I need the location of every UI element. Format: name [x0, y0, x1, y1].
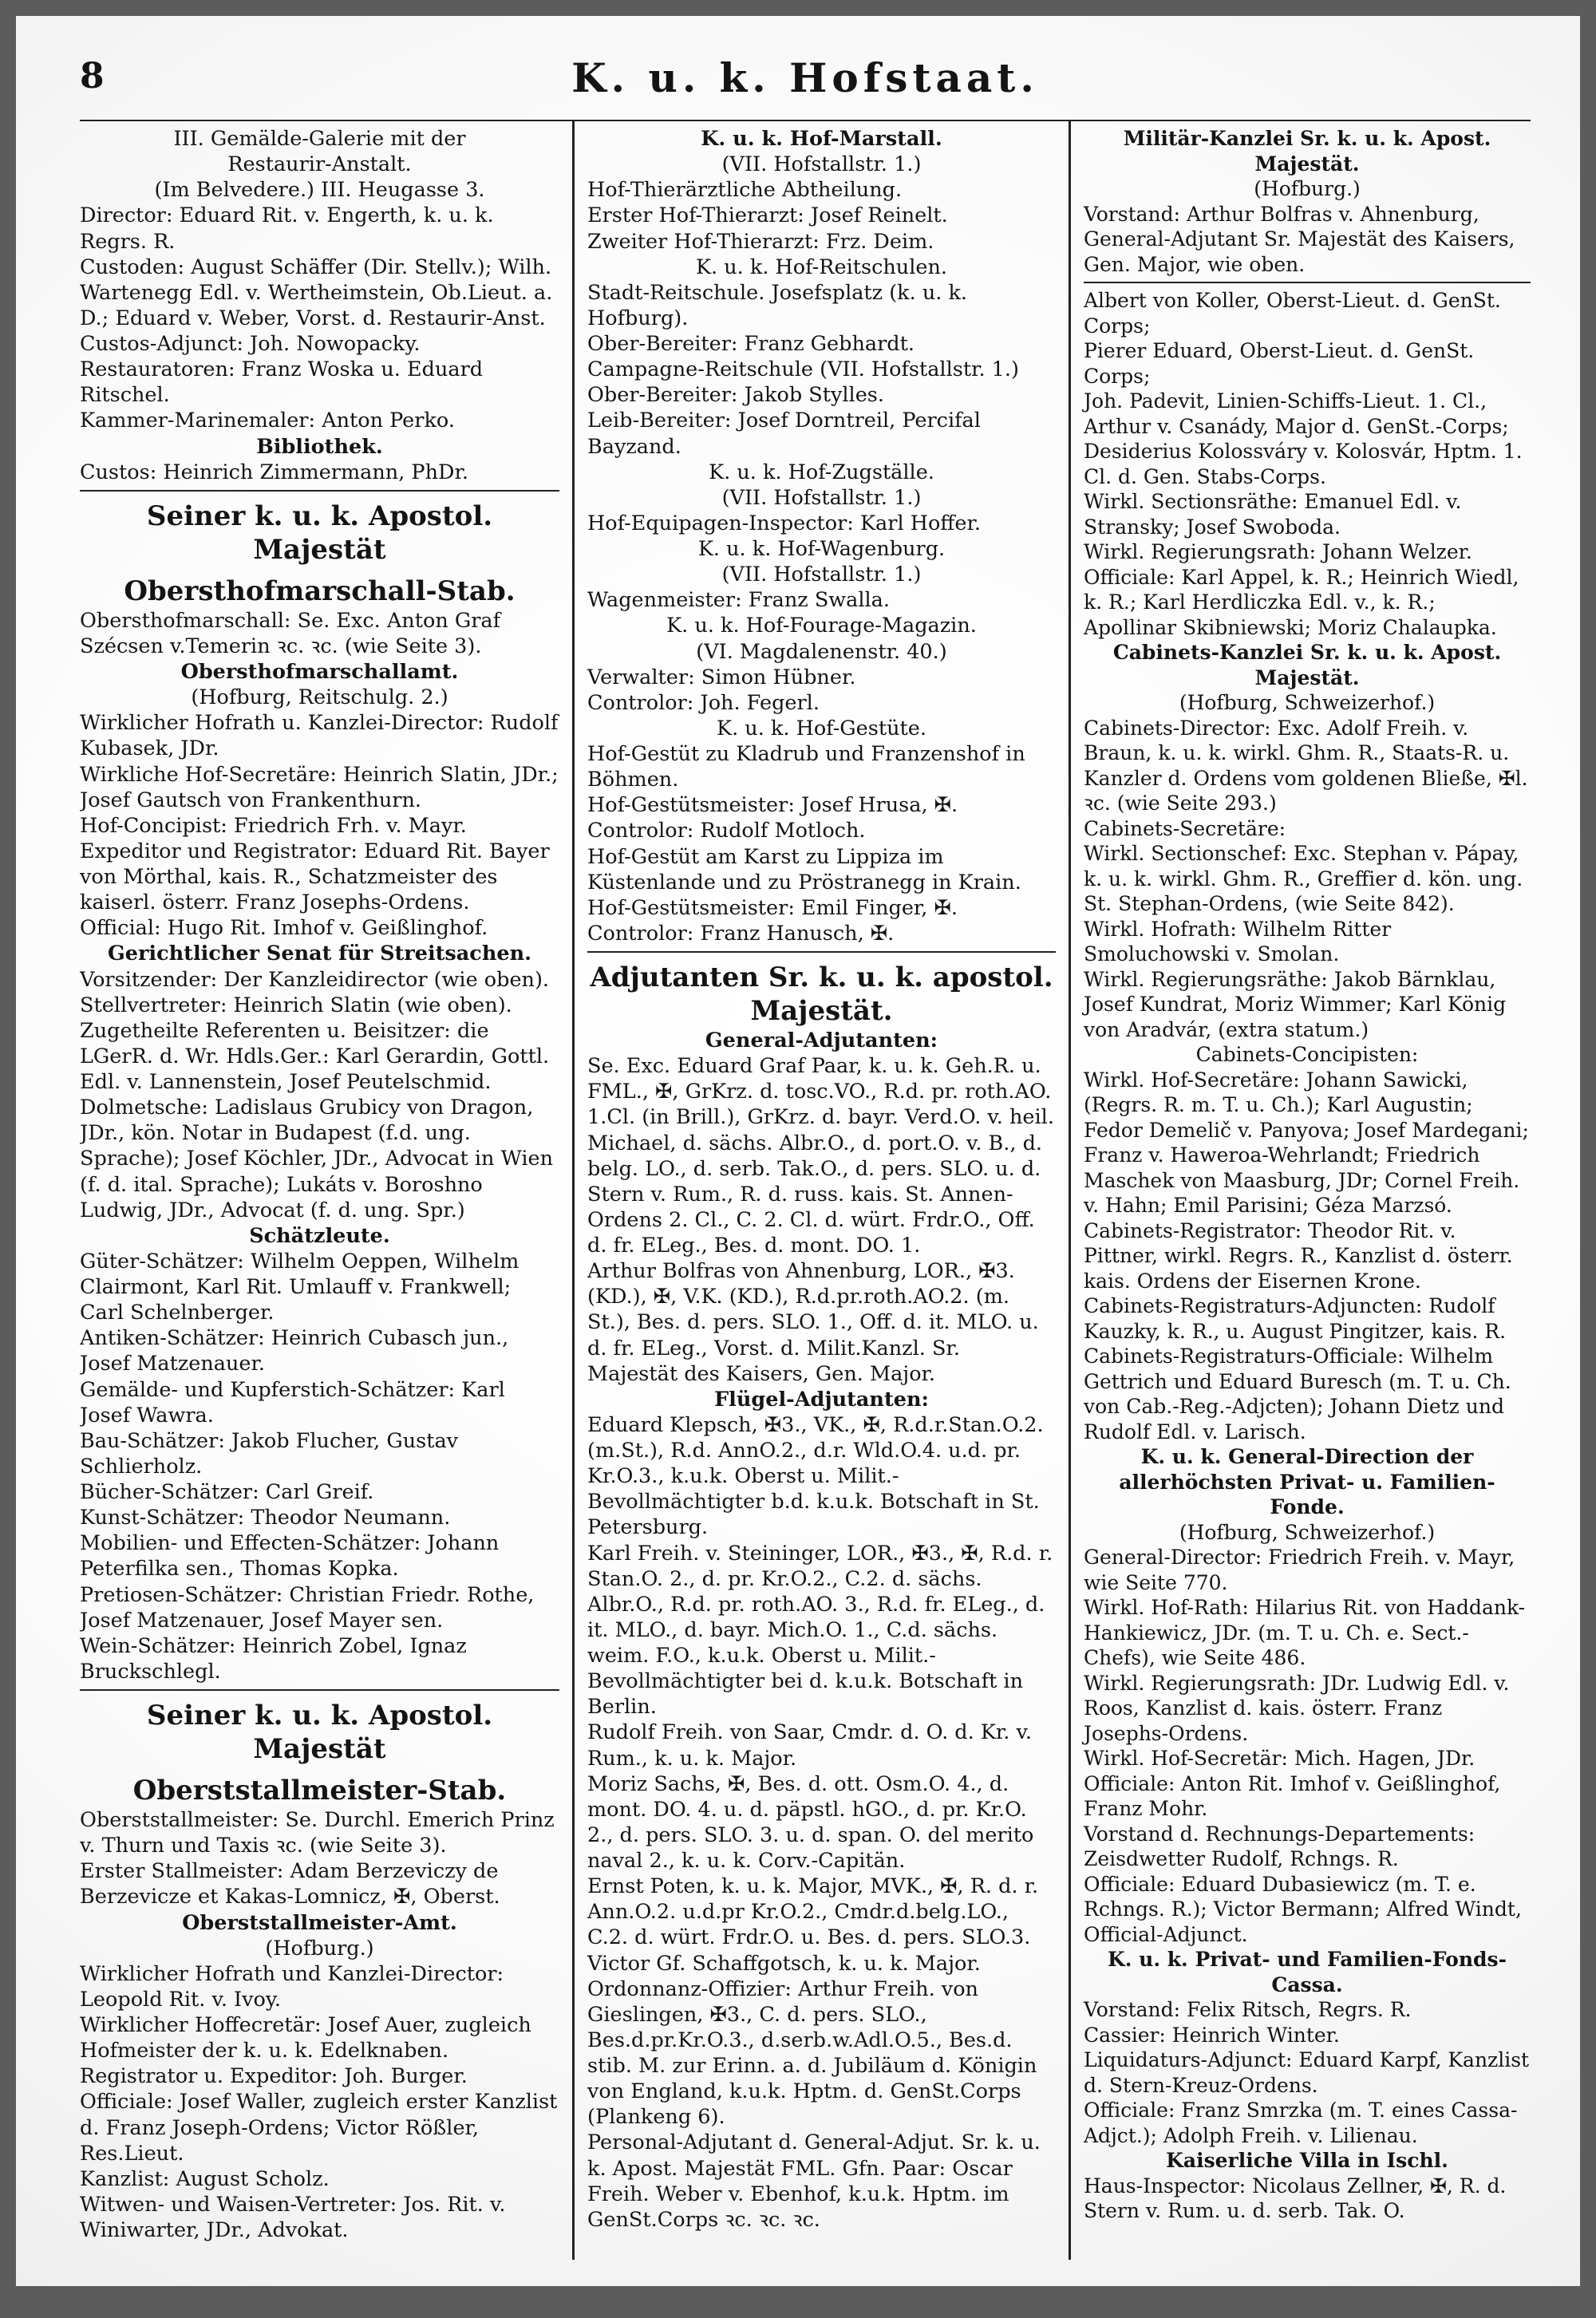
text-line: Eduard Klepsch, ✠3., VK., ✠, R.d.r.Stan.O.2. (m.St.), R.d. AnnO.2., d.r. Wld.O.4. u.d. pr. Kr.O.3., k.u.k. Oberst u. Milit.-Bevollmächtigter b.d. k.u.k. Botschaft in St. Petersburg. — [587, 1412, 1044, 1540]
section-heading: K. u. k. Privat- und Familien-Fonds-Cassa. — [1108, 1948, 1507, 1996]
text-line: Controlor: Rudolf Motloch. — [587, 819, 866, 843]
text-line: Pierer Eduard, Oberst-Lieut. d. GenSt. Corps; — [1084, 339, 1475, 388]
text-line: Erster Hof-Thierarzt: Josef Reinelt. — [587, 203, 948, 228]
centered-line: (Hofburg, Schweizerhof.) — [1179, 691, 1436, 714]
text-line: Controlor: Joh. Fegerl. — [587, 690, 820, 715]
text-line: Pretiosen-Schätzer: Christian Friedr. Rothe, Josef Matzenauer, Josef Mayer sen. — [80, 1582, 535, 1633]
centered-line: (VII. Hofstallstr. 1.) — [721, 485, 922, 510]
text-line: Cabinets-Registraturs-Adjuncten: Rudolf Kauzky, k. R., u. August Pingitzer, kais. R. — [1084, 1294, 1507, 1343]
section-heading: K. u. k. General-Direction der allerhöchsten Privat- u. Familien-Fonde. — [1119, 1445, 1495, 1518]
text-line: Expeditor und Registrator: Eduard Rit. Bayer von Mörthal, kais. R., Schatzmeister des kaiserl. österr. Franz Josephs-Ordens. — [80, 839, 550, 915]
text-line: Arthur v. Csanády, Major d. GenSt.-Corps; — [1084, 414, 1509, 438]
text-line: Leib-Bereiter: Josef Dorntreil, Percifal Bayzand. — [587, 409, 981, 459]
text-line: Campagne-Reitschule (VII. Hofstallstr. 1.) — [587, 357, 1019, 382]
centered-line: K. u. k. Hof-Fourage-Magazin. — [666, 614, 977, 638]
section-heading: Cabinets-Kanzlei Sr. k. u. k. Apost. Majestät. — [1112, 641, 1502, 689]
text-line: Rudolf Freih. von Saar, Cmdr. d. O. d. Kr. v. Rum., k. u. k. Major. — [587, 1720, 1032, 1771]
section-heading: Flügel-Adjutanten: — [714, 1387, 929, 1412]
major-heading: Seiner k. u. k. Apostol. Majestät — [146, 500, 493, 566]
text-line: Güter-Schätzer: Wilhelm Oeppen, Wilhelm Clairmont, Karl Rit. Umlauff v. Frankwell; Carl Schelnberger. — [80, 1249, 519, 1325]
centered-line: (VII. Hofstallstr. 1.) — [721, 563, 922, 587]
text-line: Cabinets-Secretäre: — [1084, 816, 1286, 840]
text-line: Albert von Koller, Oberst-Lieut. d. GenSt. Corps; — [1084, 289, 1501, 338]
centered-line: (Hofburg, Schweizerhof.) — [1179, 1520, 1436, 1544]
text-line: Wirkliche Hof-Secretäre: Heinrich Slatin, JDr.; Josef Gautsch von Frankenthurn. — [80, 762, 559, 812]
section-heading: General-Adjutanten: — [705, 1029, 938, 1052]
column-left — [80, 121, 575, 2260]
section-divider — [587, 951, 1056, 953]
text-line: Hof-Equipagen-Inspector: Karl Hoffer. — [587, 511, 981, 535]
text-columns — [80, 120, 1531, 2260]
text-line: Wirklicher Hofrath und Kanzlei-Director: Leopold Rit. v. Ivoy. — [80, 1961, 504, 2012]
text-line: Dolmetsche: Ladislaus Grubicy von Dragon, JDr., kön. Notar in Budapest (f.d. ung. Sprache); Josef Köchler, JDr., Advocat in Wien (f. d. ital. Sprache); Lukáts v. Boroshno Ludwig, JDr., Advocat (f. d. ung. Spr.) — [80, 1096, 554, 1222]
text-line: Liquidaturs-Adjunct: Eduard Karpf, Kanzlist d. Stern-Kreuz-Ordens. — [1084, 2048, 1530, 2097]
centered-line: (Hofburg.) — [1254, 177, 1361, 200]
section-divider — [1084, 282, 1531, 283]
text-line: Wirkl. Hofrath: Wilhelm Ritter Smoluchowski v. Smolan. — [1084, 917, 1392, 966]
major-heading: Adjutanten Sr. k. u. k. apostol. Majestät. — [590, 962, 1053, 1027]
text-line: Hof-Concipist: Friedrich Frh. v. Mayr. — [80, 813, 467, 838]
column-right — [1071, 121, 1531, 2260]
text-line: Bücher-Schätzer: Carl Greif. — [80, 1480, 374, 1504]
text-line: Obersthofmarschall: Se. Exc. Anton Graf Szécsen v.Temerin ꝛc. ꝛc. (wie Seite 3). — [80, 608, 501, 658]
document-page — [16, 16, 1580, 2286]
text-line: Wirkl. Regierungsrath: JDr. Ludwig Edl. v. Roos, Kanzlist d. kais. österr. Franz Josephs-Ordens. — [1084, 1671, 1510, 1745]
text-line: Wirkl. Regierungsräthe: Jakob Bärnklau, Josef Kundrat, Moriz Wimmer; Karl König von Aradvár, (extra statum.) — [1084, 967, 1507, 1041]
text-line: Verwalter: Simon Hübner. — [587, 665, 856, 689]
centered-line: (Hofburg, Reitschulg. 2.) — [191, 685, 448, 710]
section-heading: Obersthofmarschallamt. — [180, 660, 459, 684]
section-divider — [80, 490, 559, 492]
text-line: Wirkl. Hof-Rath: Hilarius Rit. von Haddank-Hankiewicz, JDr. (m. T. u. Ch. e. Sect.-Chefs), wie Seite 486. — [1084, 1596, 1526, 1669]
text-line: Desiderius Kolossváry v. Kolosvár, Hptm. 1. Cl. d. Gen. Stabs-Corps. — [1084, 440, 1523, 488]
text-line: Kammer-Marinemaler: Anton Perko. — [80, 409, 455, 433]
text-line: Oberststallmeister: Se. Durchl. Emerich Prinz v. Thurn und Taxis ꝛc. (wie Seite 3). — [80, 1808, 555, 1858]
section-heading: Kaiserliche Villa in Ischl. — [1166, 2149, 1448, 2172]
text-line: Wirkl. Sectionsräthe: Emanuel Edl. v. Stransky; Josef Swoboda. — [1084, 490, 1462, 539]
text-line: Victor Gf. Schaffgotsch, k. u. k. Major. — [587, 1951, 981, 1976]
text-line: Official: Hugo Rit. Imhof v. Geißlinghof. — [80, 916, 488, 941]
text-line: Hof-Gestütsmeister: Emil Finger, ✠. — [587, 895, 958, 920]
text-line: Officiale: Franz Smrzka (m. T. eines Cassa-Adjct.); Adolph Freih. v. Lilienau. — [1084, 2099, 1518, 2147]
text-line: Ober-Bereiter: Jakob Stylles. — [587, 383, 884, 408]
text-line: Kanzlist: August Scholz. — [80, 2166, 330, 2191]
centered-line: Restaurir-Anstalt. — [227, 152, 412, 177]
text-line: Wirklicher Hofrath u. Kanzlei-Director: Rudolf Kubasek, JDr. — [80, 711, 559, 761]
text-line: Wirklicher Hoffecretär: Josef Auer, zugleich Hofmeister der k. u. k. Edelknaben. — [80, 2013, 531, 2063]
text-line: Erster Stallmeister: Adam Berzeviczy de Berzevicze et Kakas-Lomnicz, ✠, Oberst. — [80, 1859, 500, 1909]
text-line: Vorstand: Felix Ritsch, Regrs. R. — [1084, 1998, 1412, 2021]
text-line: Stadt-Reitschule. Josefsplatz (k. u. k. Hofburg). — [587, 280, 968, 330]
centered-line: K. u. k. Hof-Reitschulen. — [696, 255, 947, 279]
text-line: Haus-Inspector: Nicolaus Zellner, ✠, R. d. Stern v. Rum. u. d. serb. Tak. O. — [1084, 2174, 1507, 2222]
centered-line: (Im Belvedere.) III. Heugasse 3. — [154, 178, 485, 203]
centered-line: K. u. k. Hof-Zugställe. — [709, 460, 934, 484]
text-line: Ordonnanz-Offizier: Arthur Freih. von Gieslingen, ✠3., C. d. pers. SLO., Bes.d.pr.Kr.O.3., d.serb.w.Adl.O.5., Bes.d. stib. M. zur Erinn. a. d. Jubiläum d. Königin von England, k.u.k. Hptm. d. GenSt.Corps (Plankeng 6). — [587, 1976, 1037, 2130]
text-line: Hof-Gestüt zu Kladrub und Franzenshof in Böhmen. — [587, 742, 1025, 792]
text-line: Officiale: Anton Rit. Imhof v. Geißlinghof, Franz Mohr. — [1084, 1771, 1501, 1820]
text-line: Cabinets-Registrator: Theodor Rit. v. Pittner, wirkl. Regrs. R., Kanzlist d. österr. kais. Ordens der Eisernen Krone. — [1084, 1218, 1513, 1293]
section-heading: Gerichtlicher Senat für Streitsachen. — [107, 942, 532, 966]
centered-line: III. Gemälde-Galerie mit der — [173, 127, 466, 151]
major-heading: Oberststallmeister-Stab. — [132, 1775, 507, 1807]
centered-line: Cabinets-Concipisten: — [1195, 1043, 1419, 1066]
text-line: Director: Eduard Rit. v. Engerth, k. u. k. Regrs. R. — [80, 203, 494, 254]
text-line: Karl Freih. v. Steininger, LOR., ✠3., ✠, R.d. r. Stan.O. 2., d. pr. Kr.O.2., C.2. d. sächs. Albr.O., R.d. pr. roth.AO. 3., R.d. fr. ELeg., d. it. MLO., d. bayr. Mich.O. 1., C.d. sächs. weim. F.O., k.u.k. Oberst u. Milit.-Bevollmächtigter bei d. k.u.k. Botschaft in Berlin. — [587, 1541, 1053, 1720]
text-line: Se. Exc. Eduard Graf Paar, k. u. k. Geh.R. u. FML., ✠, GrKrz. d. tosc.VO., R.d. pr. roth.AO. 1.Cl. (in Brill.), GrKrz. d. bayr. Verd.O. v. heil. Michael, d. sächs. Albr.O., d. port.O. v. B., d. belg. LO., d. serb. Tak.O., d. pers. SLO. u. d. Stern v. Rum., R. d. russ. kais. St. Annen-Ordens 2. Cl., C. 2. Cl. d. würt. Frdr.O., Off. d. fr. ELeg., Bes. d. mont. DO. 1. — [587, 1054, 1054, 1258]
section-heading: Schätzleute. — [249, 1223, 390, 1248]
text-line: Stellvertreter: Heinrich Slatin (wie oben). — [80, 993, 512, 1017]
text-line: Custos-Adjunct: Joh. Nowopacky. — [80, 332, 421, 356]
text-line: Wagenmeister: Franz Swalla. — [587, 588, 890, 613]
centered-line: K. u. k. Hof-Gestüte. — [717, 716, 926, 740]
text-line: Wirkl. Hof-Secretäre: Johann Sawicki, (Regrs. R. m. T. u. Ch.); Karl Augustin; Fedor Demelič v. Panyova; Josef Mardegani; Franz v. Haweroa-Wehrlandt; Friedrich Maschek von Maasburg, JDr; Cornel Freih. v. Hahn; Emil Parisini; Géza Marzsó. — [1084, 1068, 1529, 1217]
text-line: Wirkl. Hof-Secretär: Mich. Hagen, JDr. — [1084, 1747, 1476, 1770]
text-line: Vorstand: Arthur Bolfras v. Ahnenburg, General-Adjutant Sr. Majestät des Kaisers, Gen. Major, wie oben. — [1084, 202, 1515, 276]
text-line: Cabinets-Director: Exc. Adolf Freih. v. Braun, k. u. k. wirkl. Ghm. R., Staats-R. u. Kanzler d. Ordens vom goldenen Bließe, ✠l. ꝛc. (wie Seite 293.) — [1084, 716, 1528, 815]
text-line: Hof-Gestütsmeister: Josef Hrusa, ✠. — [587, 793, 958, 818]
centered-line: (Hofburg.) — [265, 1936, 374, 1961]
text-line: Hof-Thierärztliche Abtheilung. — [587, 178, 903, 203]
centered-line: (VII. Hofstallstr. 1.) — [721, 152, 922, 177]
section-heading: K. u. k. Hof-Marstall. — [701, 127, 942, 151]
text-line: Kunst-Schätzer: Theodor Neumann. — [80, 1506, 451, 1530]
text-line: Ernst Poten, k. u. k. Major, MVK., ✠, R. d. r. Ann.O.2. u.d.pr Kr.O.2., Cmdr.d.belg.LO., C.2. d. würt. Frdr.O. u. Bes. d. pers. SLO.3. — [587, 1874, 1039, 1950]
text-line: Wirkl. Sectionschef: Exc. Stephan v. Pápay, k. u. k. wirkl. Ghm. R., Greffier d. kön. ung. St. Stephan-Ordens, (wie Seite 842). — [1084, 842, 1523, 915]
text-line: Moriz Sachs, ✠, Bes. d. ott. Osm.O. 4., d. mont. DO. 4. u. d. päpstl. hGO., d. pr. Kr.O. 2., d. pers. SLO. 3. u. d. span. O. del merito naval 2., k. u. k. Corv.-Capitän. — [587, 1771, 1034, 1873]
section-divider — [80, 1689, 559, 1691]
text-line: Custos: Heinrich Zimmermann, PhDr. — [80, 460, 468, 484]
centered-line: (VI. Magdalenenstr. 40.) — [696, 639, 947, 664]
text-line: Hof-Gestüt am Karst zu Lippiza im Küstenlande und zu Pröstranegg in Krain. — [587, 844, 1021, 894]
page-header — [80, 53, 1531, 110]
text-line: Personal-Adjutant d. General-Adjut. Sr. k. u. k. Apost. Majestät FML. Gfn. Paar: Oscar Freih. Weber v. Ebenhof, k.u.k. Hptm. im GenSt.Corps ꝛc. ꝛc. ꝛc. — [587, 2130, 1041, 2232]
text-line: Witwen- und Waisen-Vertreter: Jos. Rit. v. Winiwarter, JDr., Advokat. — [80, 2192, 506, 2242]
text-line: Controlor: Franz Hanusch, ✠. — [587, 921, 895, 946]
text-line: Vorsitzender: Der Kanzleidirector (wie oben). — [80, 967, 550, 992]
text-line: Officiale: Karl Appel, k. R.; Heinrich Wiedl, k. R.; Karl Herdliczka Edl. v., k. R.; Apollinar Skibniewski; Moriz Chalaupka. — [1084, 565, 1519, 639]
centered-line: K. u. k. Hof-Wagenburg. — [697, 537, 946, 561]
text-line: Officiale: Eduard Dubasiewicz (m. T. e. Rchngs. R.); Victor Bermann; Alfred Windt, Official-Adjunct. — [1084, 1872, 1522, 1946]
text-line: Custoden: August Schäffer (Dir. Stellv.); Wilh. Wartenegg Edl. v. Wertheimstein, Ob.Lieut. a. D.; Eduard v. Weber, Vorst. d. Restaurir-Anst. — [80, 255, 553, 330]
section-heading: Oberststallmeister-Amt. — [182, 1910, 457, 1935]
text-line: Wirkl. Regierungsrath: Johann Welzer. — [1084, 540, 1472, 563]
text-line: Registrator u. Expeditor: Joh. Burger. — [80, 2064, 468, 2089]
section-heading: Bibliothek. — [256, 434, 383, 459]
text-line: General-Director: Friedrich Freih. v. Mayr, wie Seite 770. — [1084, 1546, 1515, 1594]
column-middle — [575, 121, 1071, 2260]
text-line: Gemälde- und Kupferstich-Schätzer: Karl Josef Wawra. — [80, 1377, 505, 1428]
text-line: Vorstand d. Rechnungs-Departements: Zeisdwetter Rudolf, Rchngs. R. — [1084, 1822, 1476, 1870]
text-line: Officiale: Josef Waller, zugleich erster Kanzlist d. Franz Joseph-Ordens; Victor Rößler, Res.Lieut. — [80, 2090, 558, 2166]
text-line: Zweiter Hof-Thierarzt: Frz. Deim. — [587, 229, 934, 254]
page-number: 8 — [80, 56, 105, 97]
text-line: Ober-Bereiter: Franz Gebhardt. — [587, 332, 915, 356]
text-line: Mobilien- und Effecten-Schätzer: Johann Peterfilka sen., Thomas Kopka. — [80, 1531, 500, 1582]
text-line: Cabinets-Registraturs-Officiale: Wilhelm Gettrich und Eduard Buresch (m. T. u. Ch. von Cab.-Reg.-Adjcten); Johann Dietz und Rudolf Edl. v. Larisch. — [1084, 1345, 1511, 1443]
text-line: Zugetheilte Referenten u. Beisitzer: die LGerR. d. Wr. Hdls.Ger.: Karl Gerardin, Gottl. Edl. v. Lannenstein, Josef Peutelschmid. — [80, 1018, 550, 1094]
text-line: Bau-Schätzer: Jakob Flucher, Gustav Schlierholz. — [80, 1428, 459, 1479]
text-line: Restauratoren: Franz Woska u. Eduard Ritschel. — [80, 357, 484, 408]
text-line: Cassier: Heinrich Winter. — [1084, 2023, 1340, 2047]
text-line: Joh. Padevit, Linien-Schiffs-Lieut. 1. Cl., — [1084, 389, 1487, 413]
section-heading: Militär-Kanzlei Sr. k. u. k. Apost. Majestät. — [1123, 127, 1491, 176]
text-line: Wein-Schätzer: Heinrich Zobel, Ignaz Bruckschlegl. — [80, 1633, 467, 1684]
text-line: Arthur Bolfras von Ahnenburg, LOR., ✠3. (KD.), ✠, V.K. (KD.), R.d.pr.roth.AO.2. (m. St.), Bes. d. pers. SLO. 1., Off. d. it. MLO. u. d. fr. ELeg., Vorst. d. Milit.Kanzl. Sr. Majestät des Kaisers, Gen. Major. — [587, 1259, 1039, 1386]
major-heading: Obersthofmarschall-Stab. — [124, 575, 516, 607]
major-heading: Seiner k. u. k. Apostol. Majestät — [146, 1700, 493, 1765]
text-line: Antiken-Schätzer: Heinrich Cubasch jun., Josef Matzenauer. — [80, 1326, 509, 1376]
running-title: K. u. k. Hofstaat. — [571, 54, 1039, 101]
